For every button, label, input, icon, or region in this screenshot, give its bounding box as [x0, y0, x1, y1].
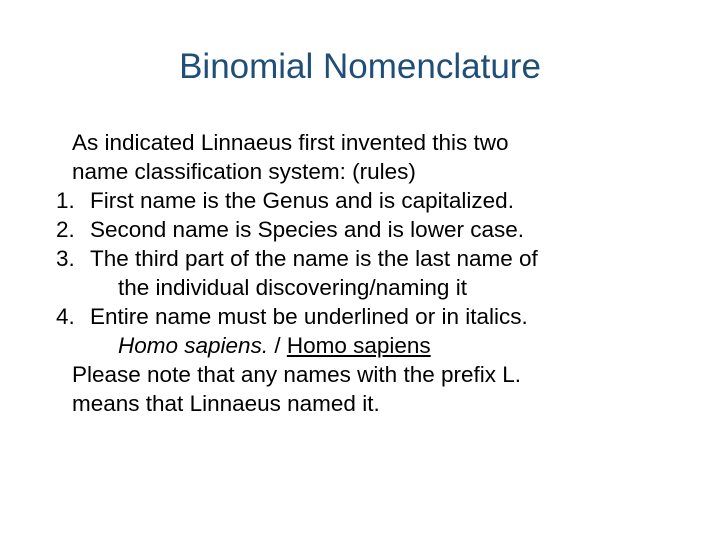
rule-text: First name is the Genus and is capitalized.: [90, 188, 514, 213]
bullet-text: Please note that any names with the prefix L.: [72, 362, 522, 387]
rule-text: The third part of the name is the last name of: [90, 246, 538, 271]
rule-item: [56, 186, 676, 215]
example-separator: /: [268, 333, 287, 358]
rule-number: 4.: [56, 304, 75, 329]
rule-text: Entire name must be underlined or in italics.: [90, 304, 528, 329]
rule-text: Second name is Species and is lower case.: [90, 217, 524, 242]
bullet-text-continuation: name classification system: (rules): [72, 159, 416, 184]
example-underlined: Homo sapiens: [286, 333, 431, 358]
slide-body: [56, 128, 676, 418]
rule-number: 1.: [56, 188, 75, 213]
bullet-item: [56, 128, 676, 157]
rule-item: [56, 302, 676, 331]
rule-item: [56, 244, 676, 273]
bullet-text-continuation: means that Linnaeus named it.: [72, 391, 380, 416]
bullet-item: [56, 360, 676, 389]
rule-number: 2.: [56, 217, 75, 242]
bullet-text: As indicated Linnaeus first invented this two: [72, 130, 509, 155]
rule-item: [56, 215, 676, 244]
rule-number: 3.: [56, 246, 75, 271]
example-italic: Homo sapiens.: [118, 333, 269, 358]
rule-text-continuation: the individual discovering/naming it: [118, 275, 467, 300]
slide-title: Binomial Nomenclature: [179, 47, 541, 86]
example-line: [56, 331, 676, 360]
